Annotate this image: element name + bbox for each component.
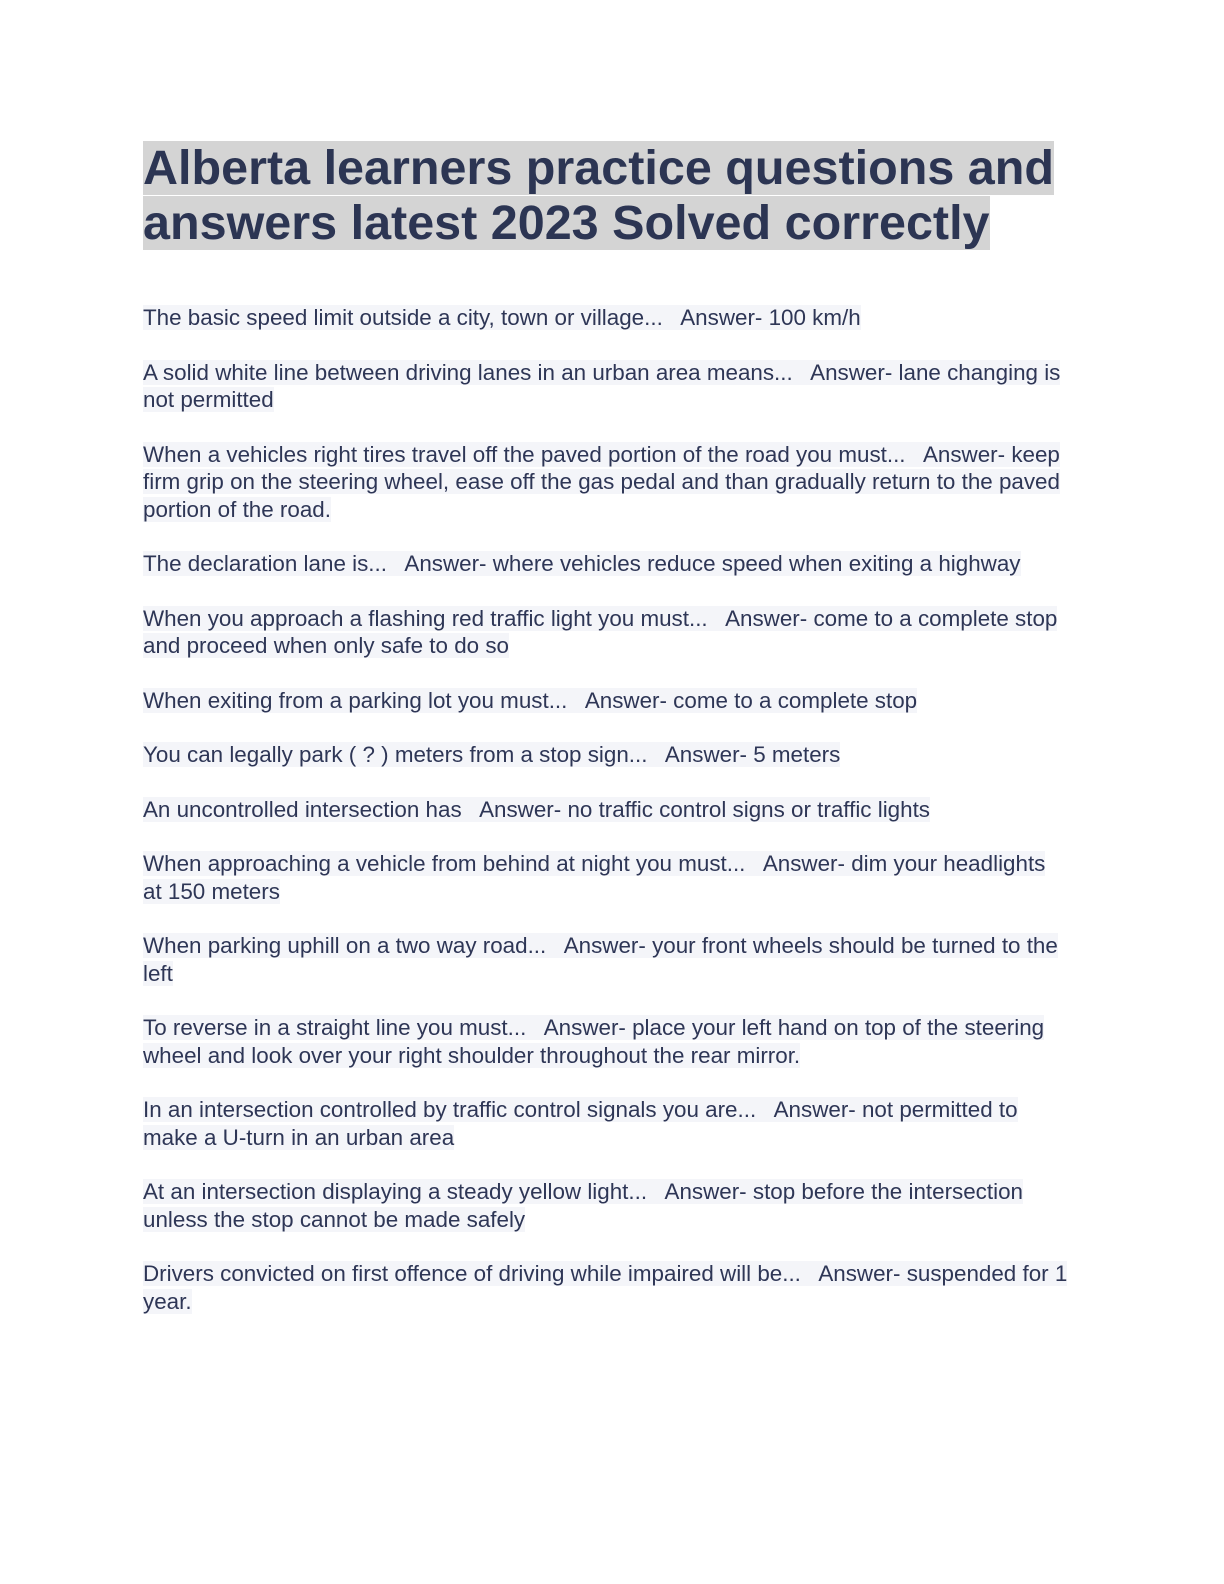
- qa-item: [143, 741, 1068, 769]
- answer-prefix: Answer-: [479, 796, 562, 822]
- question-text: When a vehicles right tires travel off the paved portion of the road you must...: [143, 441, 906, 467]
- answer-prefix: Answer-: [404, 551, 487, 576]
- answer-text: 100 km/h: [768, 305, 861, 330]
- answer-prefix: Answer-: [664, 742, 747, 767]
- answer-prefix: Answer-: [818, 1261, 901, 1286]
- qa-item: [143, 605, 1068, 660]
- question-text: To reverse in a straight line you must...: [143, 1015, 527, 1040]
- answer-text: lane changing is not permitted: [143, 359, 1061, 412]
- question-text: A solid white line between driving lanes in an urban area means...: [143, 359, 793, 385]
- answer-text: stop before the intersection unless the stop cannot be made safely: [143, 1179, 1023, 1232]
- qa-item: [143, 1096, 1068, 1151]
- answer-prefix: Answer-: [725, 605, 808, 631]
- answer-text: suspended for 1 year.: [143, 1261, 1068, 1314]
- answer-text: come to a complete stop: [673, 687, 918, 713]
- document-page: [143, 141, 1073, 1342]
- answer-prefix: Answer-: [563, 933, 646, 958]
- answer-prefix: Answer-: [762, 851, 845, 876]
- qa-item: [143, 1260, 1068, 1315]
- qa-item: [143, 796, 1068, 824]
- qa-item: [143, 850, 1068, 905]
- answer-prefix: Answer-: [810, 359, 893, 385]
- question-text: The basic speed limit outside a city, town or village...: [143, 305, 663, 330]
- qa-item: [143, 441, 1068, 524]
- answer-text: 5 meters: [753, 742, 841, 767]
- question-text: You can legally park ( ? ) meters from a stop sign...: [143, 742, 648, 767]
- qa-item: [143, 1178, 1068, 1233]
- answer-prefix: Answer-: [773, 1097, 856, 1122]
- answer-prefix: Answer-: [584, 687, 667, 713]
- qa-item: [143, 359, 1068, 414]
- document-title-text: Alberta learners practice questions and answers latest 2023 Solved correctly: [143, 141, 1055, 250]
- document-title: [143, 141, 1073, 251]
- question-text: When you approach a flashing red traffic light you must...: [143, 605, 708, 631]
- qa-item: [143, 687, 1068, 715]
- answer-text: place your left hand on top of the steering wheel and look over your right shoulder throughout the rear mirror.: [143, 1015, 1045, 1068]
- question-text: An uncontrolled intersection has: [143, 796, 462, 822]
- qa-item: [143, 932, 1068, 987]
- answer-text: your front wheels should be turned to the left: [143, 933, 1058, 986]
- question-text: In an intersection controlled by traffic control signals you are...: [143, 1097, 757, 1122]
- question-text: When exiting from a parking lot you must...: [143, 687, 568, 713]
- answer-text: come to a complete stop and proceed when only safe to do so: [143, 605, 1058, 658]
- answer-text: keep firm grip on the steering wheel, ease off the gas pedal and than gradually return to the paved portion of the road.: [143, 441, 1060, 522]
- answer-prefix: Answer-: [922, 441, 1006, 467]
- answer-prefix: Answer-: [664, 1179, 747, 1204]
- qa-item: [143, 550, 1068, 578]
- answer-text: dim your headlights at 150 meters: [143, 851, 1046, 904]
- qa-item: [143, 1014, 1068, 1069]
- qa-list: [143, 304, 1073, 1315]
- qa-item: [143, 304, 1068, 332]
- answer-text: not permitted to make a U-turn in an urban area: [143, 1097, 1018, 1150]
- question-text: Drivers convicted on first offence of driving while impaired will be...: [143, 1261, 801, 1286]
- answer-prefix: Answer-: [680, 305, 763, 330]
- answer-text: no traffic control signs or traffic lights: [567, 796, 930, 822]
- question-text: When approaching a vehicle from behind at night you must...: [143, 851, 746, 876]
- answer-prefix: Answer-: [543, 1015, 626, 1040]
- question-text: At an intersection displaying a steady yellow light...: [143, 1179, 648, 1204]
- question-text: When parking uphill on a two way road...: [143, 933, 547, 958]
- question-text: The declaration lane is...: [143, 551, 387, 576]
- answer-text: where vehicles reduce speed when exiting a highway: [492, 551, 1021, 576]
